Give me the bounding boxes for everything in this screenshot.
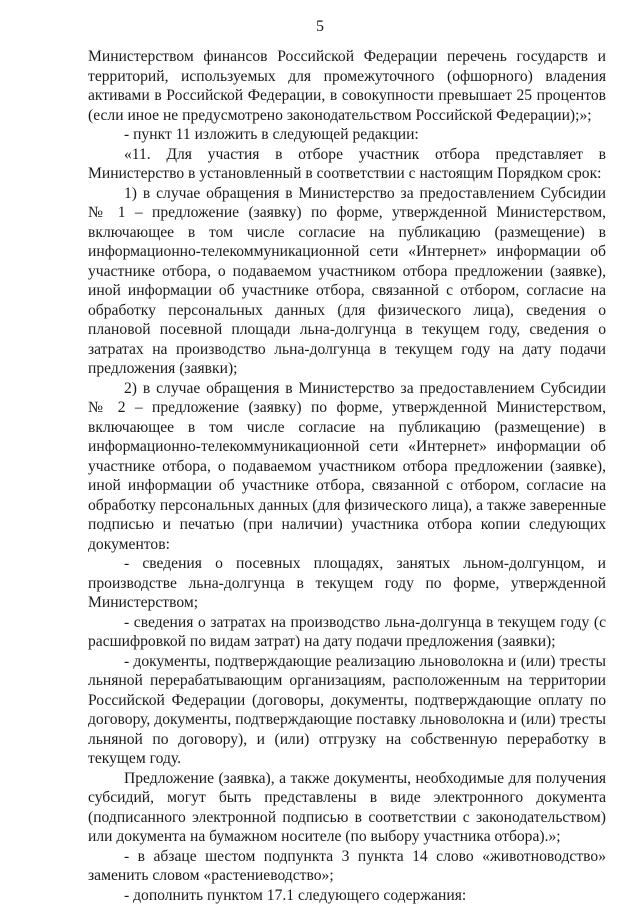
list-item-sale-documents: - документы, подтверждающие реализацию льноволокна и (или) тресты льняной перерабатывающим организациям, расположенным на территории Российской Федерации (договоры, документы, подтверждающие оплату по договору, документы, подтверждающие поставку льноволокна и (или) тресты льняной по договору), и (или) отгрузку на собственную переработку в текущем году. bbox=[88, 652, 606, 767]
list-item-sown-areas: - сведения о посевных площадях, занятых льном-долгунцом, и производстве льна-долгунца в текущем году по форме, утвержденной Министерством; bbox=[88, 555, 606, 611]
paragraph-electronic-submission: Предложение (заявка), а также документы, необходимые для получения субсидий, могут быть представлены в виде электронного документа (подписанного электронной подписью в соответствии с законодательством) или документа на бумажном носителе (по выбору участника отбора).»; bbox=[88, 769, 606, 845]
paragraph-amendment-point-14: - в абзаце шестом подпункта 3 пункта 14 слово «животноводство» заменить словом «растениеводство»; bbox=[88, 847, 606, 884]
paragraph-subsidy-2: 2) в случае обращения в Министерство за предоставлением Субсидии № 2 – предложение (заявку) по форме, утвержденной Министерством, включающее в том числе согласие на публикацию (размещение) в информационно-телекоммуникационной сети «Интернет» информации об участнике отбора, о подаваемом участником отбора предложении (заявке), иной информации об участнике отбора, связанной с отбором, согласие на обработку персональных данных (для физического лица), а также заверенные подписью и печатью (при наличии) участника отбора копии следующих документов: bbox=[88, 379, 606, 553]
page-number: 5 bbox=[316, 18, 324, 35]
list-item-production-costs: - сведения о затратах на производство льна-долгунца в текущем году (с расшифровкой по видам затрат) на дату подачи предложения (заявки); bbox=[88, 613, 606, 650]
paragraph-continuation: Министерством финансов Российской Федерации перечень государств и территорий, используемых для промежуточного (офшорного) владения активами в Российской Федерации, в совокупности превышает 25 процентов (если иное не предусмотрено законодательством Российской Федерации);»; bbox=[88, 48, 606, 124]
paragraph-amendment-point-17-1: - дополнить пунктом 17.1 следующего содержания: bbox=[124, 886, 467, 904]
paragraph-subsidy-1: 1) в случае обращения в Министерство за предоставлением Субсидии № 1 – предложение (заявку) по форме, утвержденной Министерством, включающее в том числе согласие на публикацию (размещение) в информационно-телекоммуникационной сети «Интернет» информации об участнике отбора, о подаваемом участником отбора предложении (заявке), иной информации об участнике отбора, связанной с отбором, согласие на обработку персональных данных (для физического лица), сведения о плановой посевной площади льна-долгунца в текущем году, сведения о затратах на производство льна-долгунца в текущем году на дату подачи предложения (заявки); bbox=[88, 184, 606, 377]
document-body bbox=[88, 47, 606, 905]
paragraph-amendment-point-11: - пункт 11 изложить в следующей редакции: bbox=[124, 126, 419, 143]
paragraph-point-11: «11. Для участия в отборе участник отбора представляет в Министерство в установленный в соответствии с настоящим Порядком срок: bbox=[88, 145, 606, 182]
